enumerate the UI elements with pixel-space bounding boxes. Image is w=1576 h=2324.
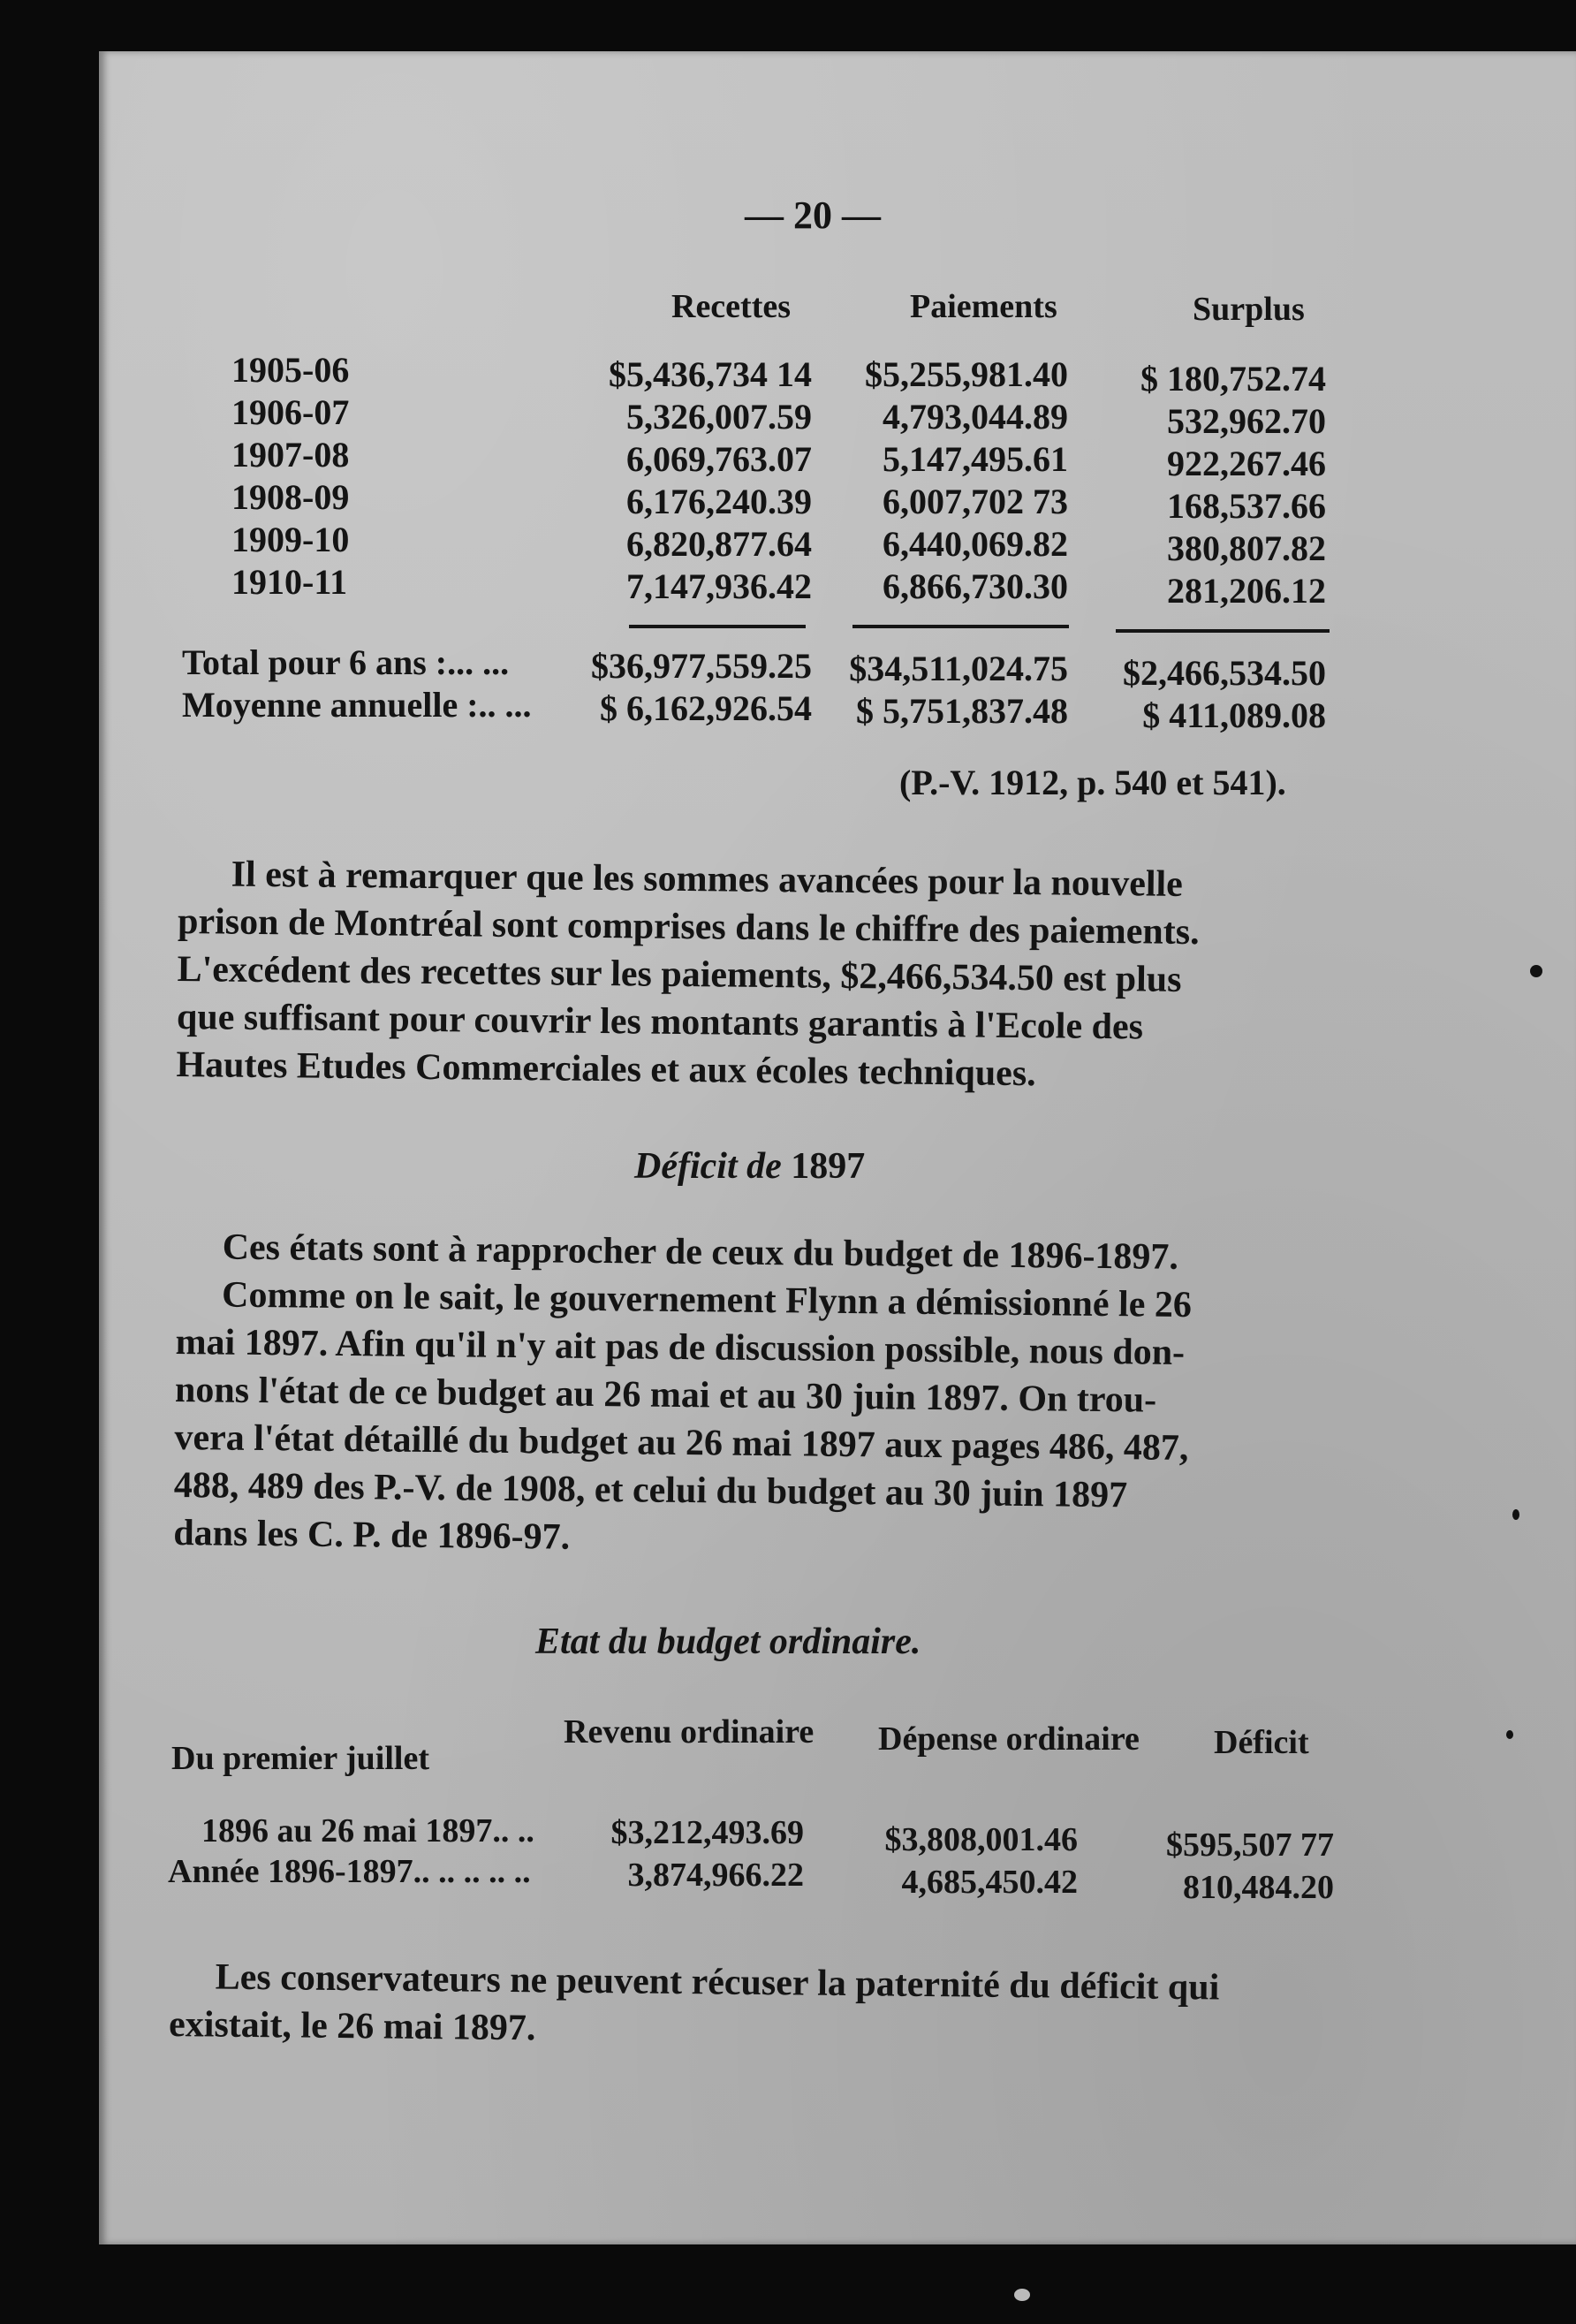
- paragraph-line: 488, 489 des P.-V. de 1908, et celui du budget au 30 juin 1897: [173, 1464, 1128, 1516]
- heading-italic: Déficit de: [634, 1146, 782, 1187]
- row-revenu: $3,212,493.69: [610, 1814, 804, 1851]
- paragraph-line: Hautes Etudes Commerciales et aux écoles techniques.: [176, 1044, 1036, 1095]
- row-paiements: 6,866,730.30: [883, 566, 1068, 606]
- row-recettes: 6,176,240.39: [626, 482, 812, 521]
- paragraph-line: mai 1897. Afin qu'il n'y ait pas de discussion possible, nous don-: [175, 1321, 1186, 1373]
- scan-speck: [1530, 965, 1542, 977]
- header-revenu: Revenu ordinaire: [564, 1713, 815, 1751]
- total-paiements: $34,511,024.75: [849, 649, 1068, 688]
- average-label: Moyenne annuelle :.. ...: [182, 685, 532, 725]
- row-recettes: 5,326,007.59: [626, 397, 812, 437]
- row-paiements: 5,147,495.61: [883, 439, 1068, 479]
- row-deficit: $595,507 77: [1166, 1827, 1334, 1864]
- row-surplus: 380,807.82: [1167, 528, 1326, 568]
- row-year: 1907-08: [231, 435, 350, 475]
- source-citation: (P.-V. 1912, p. 540 et 541).: [899, 763, 1286, 802]
- row-header: Du premier juillet: [171, 1740, 429, 1777]
- row-recettes: 6,820,877.64: [626, 524, 812, 564]
- total-recettes: $36,977,559.25: [591, 646, 812, 686]
- paragraph-3: [169, 1953, 1220, 2059]
- header-surplus: Surplus: [1193, 291, 1305, 328]
- total-surplus: $2,466,534.50: [1123, 653, 1326, 693]
- paragraph-line: Les conservateurs ne peuvent récuser la paternité du déficit qui: [215, 1956, 1220, 2009]
- row-year: 1910-11: [231, 562, 348, 602]
- paragraph-line: prison de Montréal sont comprises dans le chiffre des paiements.: [177, 900, 1200, 953]
- row-recettes: 6,069,763.07: [626, 439, 812, 479]
- section-heading-budget: Etat du budget ordinaire.: [535, 1621, 921, 1662]
- average-surplus: $ 411,089.08: [1142, 695, 1326, 735]
- total-label: Total pour 6 ans :... ...: [182, 642, 510, 682]
- header-paiements: Paiements: [910, 288, 1057, 325]
- sum-rule: [629, 625, 806, 628]
- row-paiements: 6,440,069.82: [883, 524, 1068, 564]
- paragraph-line: Ces états sont à rapprocher de ceux du budget de 1896-1897.: [222, 1227, 1179, 1278]
- paragraph-line: Comme on le sait, le gouvernement Flynn a démissionné le 26: [221, 1274, 1193, 1326]
- paragraph-line: dans les C. P. de 1896-97.: [173, 1512, 571, 1558]
- scan-speck: [1512, 1509, 1519, 1520]
- paragraph-line: nons l'état de ce budget au 26 mai et au 30 juin 1897. On trou-: [174, 1369, 1157, 1421]
- paragraph-1: [176, 850, 1200, 1099]
- paragraph-line: L'excédent des recettes sur les paiements, $2,466,534.50 est plus: [177, 948, 1182, 1000]
- average-recettes: $ 6,162,926.54: [600, 688, 812, 728]
- header-deficit: Déficit: [1214, 1724, 1309, 1761]
- row-year: 1909-10: [231, 520, 350, 559]
- scan-speck: [1506, 1730, 1513, 1739]
- paragraph-line: existait, le 26 mai 1897.: [168, 2003, 536, 2049]
- paragraph-line: vera l'état détaillé du budget au 26 mai 1897 aux pages 486, 487,: [174, 1416, 1189, 1470]
- paragraph-2: [173, 1223, 1193, 1568]
- row-depense: 4,685,450.42: [901, 1864, 1078, 1901]
- paragraph-line: que suffisant pour couvrir les montants garantis à l'Ecole des: [176, 996, 1144, 1048]
- row-surplus: $ 180,752.74: [1140, 359, 1326, 399]
- row-surplus: 168,537.66: [1167, 486, 1326, 526]
- paragraph-line: Il est à remarquer que les sommes avancées pour la nouvelle: [231, 854, 1184, 905]
- sum-rule: [852, 625, 1069, 628]
- average-paiements: $ 5,751,837.48: [856, 691, 1068, 731]
- page-number: — 20 —: [745, 194, 881, 237]
- row-paiements: 4,793,044.89: [883, 397, 1068, 437]
- scan-speck: [1014, 2289, 1030, 2301]
- row-paiements: 6,007,702 73: [883, 482, 1068, 521]
- row-recettes: 7,147,936.42: [626, 566, 812, 606]
- row-depense: $3,808,001.46: [884, 1821, 1078, 1858]
- row-surplus: 922,267.46: [1167, 444, 1326, 483]
- row-label: 1896 au 26 mai 1897.. ..: [201, 1812, 534, 1849]
- header-recettes: Recettes: [671, 288, 792, 325]
- row-year: 1908-09: [231, 477, 350, 517]
- row-surplus: 281,206.12: [1167, 571, 1326, 611]
- row-recettes: $5,436,734 14: [609, 354, 812, 394]
- row-surplus: 532,962.70: [1167, 401, 1326, 441]
- row-deficit: 810,484.20: [1183, 1869, 1334, 1906]
- row-label: Année 1896-1897.. .. .. .. ..: [168, 1853, 531, 1890]
- header-depense: Dépense ordinaire: [878, 1720, 1140, 1758]
- row-paiements: $5,255,981.40: [865, 354, 1068, 394]
- sum-rule: [1116, 629, 1330, 633]
- row-year: 1905-06: [231, 350, 350, 390]
- heading-year: 1897: [791, 1146, 866, 1187]
- section-heading-deficit: [634, 1145, 865, 1188]
- row-revenu: 3,874,966.22: [627, 1857, 804, 1894]
- row-year: 1906-07: [231, 392, 350, 432]
